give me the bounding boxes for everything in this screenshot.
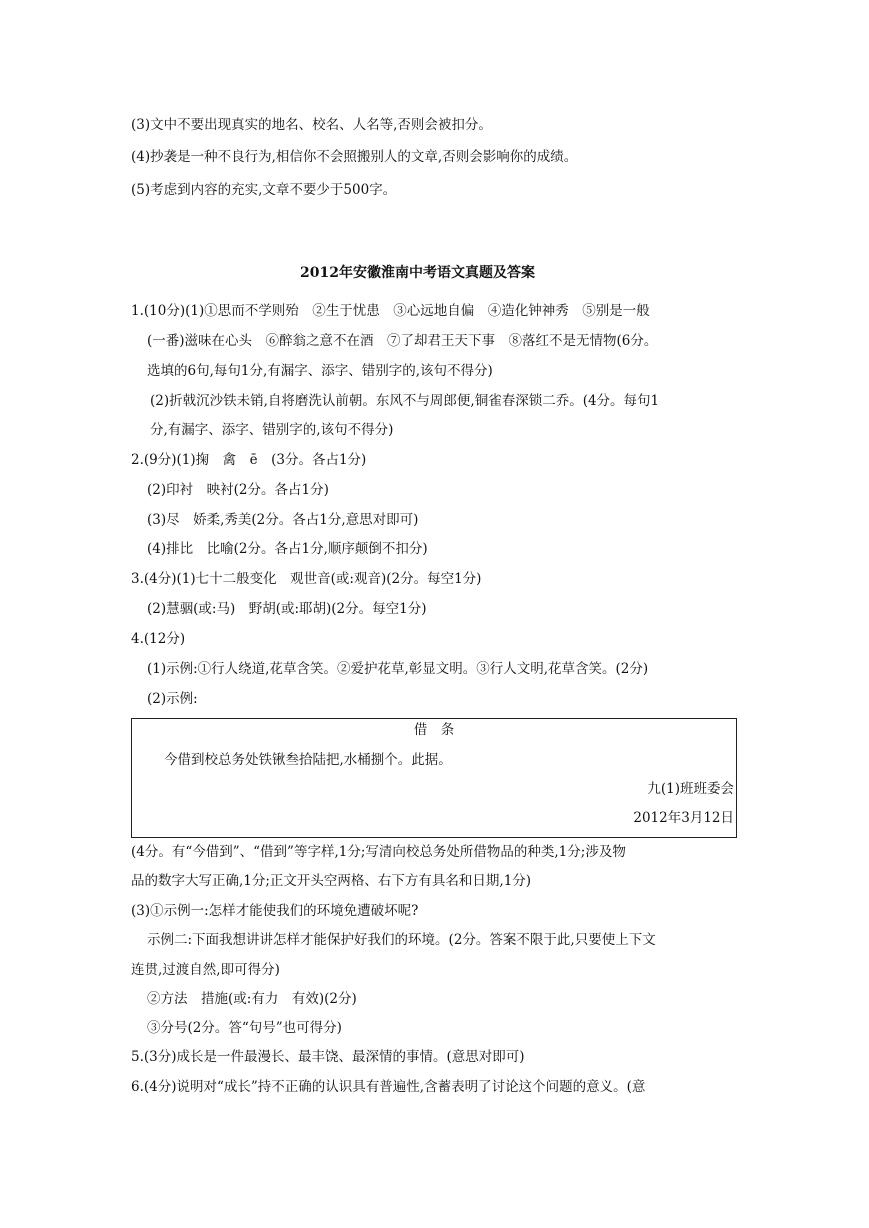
answer-line: 分,有漏字、添字、错别字的,该句不得分) xyxy=(150,422,394,438)
answer-line: 连贯,过渡自然,即可得分) xyxy=(131,962,280,978)
iou-date: 2012年3月12日 xyxy=(633,810,734,826)
answer-line: (2)折戟沉沙铁未销,自将磨洗认前朝。东风不与周郎便,铜雀春深锁二乔。(4分。每句1 xyxy=(150,393,660,409)
iou-box xyxy=(131,718,737,838)
answer-line: 4.(12分) xyxy=(131,631,186,647)
answer-line: 6.(4分)说明对“成长”持不正确的认识具有普遍性,含蓄表明了讨论这个问题的意义。(意 xyxy=(131,1079,646,1095)
document-title: 2012年安徽淮南中考语文真题及答案 xyxy=(300,265,535,281)
answer-line: 2.(9分)(1)掬 禽 ē (3分。各占1分) xyxy=(131,452,367,468)
answer-line: 1.(10分)(1)①思而不学则殆 ②生于忧患 ③心远地自偏 ④造化钟神秀 ⑤别是一般 xyxy=(131,303,650,319)
iou-heading: 借 条 xyxy=(413,722,455,738)
answer-line: (3)①示例一:怎样才能使我们的环境免遭破坏呢? xyxy=(131,903,419,919)
note-line: (5)考虑到内容的充实,文章不要少于500字。 xyxy=(131,182,397,198)
answer-line: (1)示例:①行人绕道,花草含笑。②爱护花草,彰显文明。③行人文明,花草含笑。(2分) xyxy=(147,661,649,677)
answer-line: ③分号(2分。答“句号”也可得分) xyxy=(147,1020,342,1036)
answer-line: 示例二:下面我想讲讲怎样才能保护好我们的环境。(2分。答案不限于此,只要使上下文 xyxy=(147,932,656,948)
answer-line: (一番)滋味在心头 ⑥醉翁之意不在酒 ⑦了却君王天下事 ⑧落红不是无情物(6分。 xyxy=(147,333,658,349)
answer-line: (4分。有“今借到”、“借到”等字样,1分;写清向校总务处所借物品的种类,1分;涉及物 xyxy=(131,844,626,860)
answer-line: (3)尽 娇柔,秀美(2分。各占1分,意思对即可) xyxy=(147,512,419,528)
iou-body: 今借到校总务处铁锹叁拾陆把,水桶捌个。此据。 xyxy=(164,752,452,768)
answer-line: 5.(3分)成长是一件最漫长、最丰饶、最深情的事情。(意思对即可) xyxy=(131,1049,525,1065)
answer-line: (4)排比 比喻(2分。各占1分,顺序颠倒不扣分) xyxy=(147,541,428,557)
answer-line: 3.(4分)(1)七十二般变化 观世音(或:观音)(2分。每空1分) xyxy=(131,571,482,587)
answer-line: ②方法 措施(或:有力 有效)(2分) xyxy=(147,991,357,1007)
answer-line: (2)慧骃(或:马) 野胡(或:耶胡)(2分。每空1分) xyxy=(147,601,427,617)
answer-line: 品的数字大写正确,1分;正文开头空两格、右下方有具名和日期,1分) xyxy=(131,873,532,889)
note-line: (4)抄袭是一种不良行为,相信你不会照搬别人的文章,否则会影响你的成绩。 xyxy=(131,149,578,165)
answer-line: 选填的6句,每句1分,有漏字、添字、错别字的,该句不得分) xyxy=(147,363,493,379)
note-line: (3)文中不要出现真实的地名、校名、人名等,否则会被扣分。 xyxy=(131,117,492,133)
iou-signer: 九(1)班班委会 xyxy=(647,781,734,797)
answer-line: (2)示例: xyxy=(147,691,198,707)
answer-line: (2)印衬 映衬(2分。各占1分) xyxy=(147,482,329,498)
